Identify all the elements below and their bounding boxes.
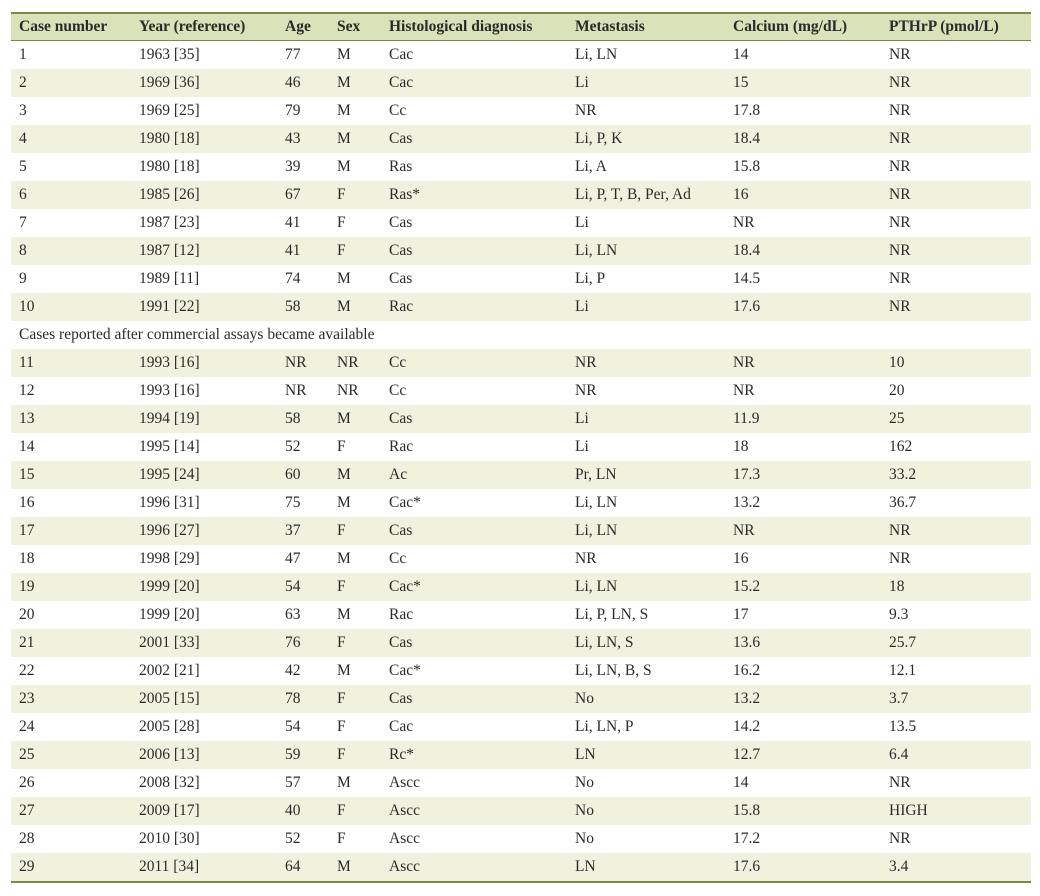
cell-pthrp: NR bbox=[889, 298, 911, 315]
cell-sex: F bbox=[337, 522, 346, 539]
cell-histological-diagnosis: Cac* bbox=[389, 494, 421, 511]
cell-histological-diagnosis: Cc bbox=[389, 354, 407, 371]
table-row bbox=[11, 237, 1031, 265]
cell-pthrp: 25.7 bbox=[889, 634, 917, 651]
cell-metastasis: Li, LN bbox=[575, 578, 618, 595]
cell-case-number: 5 bbox=[19, 158, 27, 175]
table-row bbox=[11, 209, 1031, 237]
cell-histological-diagnosis: Cas bbox=[389, 690, 413, 707]
cell-histological-diagnosis: Cac* bbox=[389, 662, 421, 679]
table-row bbox=[11, 797, 1031, 825]
cell-pthrp: 3.4 bbox=[889, 858, 909, 875]
table-row bbox=[11, 685, 1031, 713]
cell-age: 75 bbox=[285, 494, 301, 511]
cell-case-number: 12 bbox=[19, 382, 35, 399]
cell-sex: M bbox=[337, 606, 351, 623]
table-row bbox=[11, 433, 1031, 461]
cell-calcium: 18.4 bbox=[733, 242, 761, 259]
table-row bbox=[11, 153, 1031, 181]
cell-case-number: 10 bbox=[19, 298, 35, 315]
cell-metastasis: No bbox=[575, 690, 594, 707]
table-row bbox=[11, 657, 1031, 685]
table-row bbox=[11, 377, 1031, 405]
cell-calcium: 17 bbox=[733, 606, 749, 623]
cell-metastasis: Li, LN bbox=[575, 494, 618, 511]
cell-pthrp: NR bbox=[889, 158, 911, 175]
cell-pthrp: NR bbox=[889, 214, 911, 231]
table-row bbox=[11, 125, 1031, 153]
cell-metastasis: Li, P, LN, S bbox=[575, 606, 649, 623]
cell-histological-diagnosis: Cc bbox=[389, 102, 407, 119]
cell-histological-diagnosis: Cac bbox=[389, 74, 414, 91]
cell-year-reference: 1995 [24] bbox=[139, 466, 200, 483]
cell-age: 54 bbox=[285, 718, 301, 735]
cell-pthrp: NR bbox=[889, 774, 911, 791]
cell-case-number: 13 bbox=[19, 410, 35, 427]
cell-calcium: 17.2 bbox=[733, 830, 761, 847]
cell-sex: M bbox=[337, 662, 351, 679]
cell-case-number: 24 bbox=[19, 718, 35, 735]
table-body bbox=[11, 41, 1031, 883]
cell-case-number: 14 bbox=[19, 438, 35, 455]
cell-age: 78 bbox=[285, 690, 301, 707]
cell-case-number: 7 bbox=[19, 214, 27, 231]
cell-metastasis: NR bbox=[575, 354, 597, 371]
cell-metastasis: No bbox=[575, 774, 594, 791]
cell-age: 41 bbox=[285, 242, 301, 259]
cell-sex: F bbox=[337, 718, 346, 735]
cell-calcium: NR bbox=[733, 522, 755, 539]
cell-year-reference: 1969 [25] bbox=[139, 102, 200, 119]
table-row bbox=[11, 69, 1031, 97]
cell-calcium: 11.9 bbox=[733, 410, 760, 427]
cell-age: 41 bbox=[285, 214, 301, 231]
cell-calcium: 17.3 bbox=[733, 466, 761, 483]
cell-metastasis: Li bbox=[575, 214, 589, 231]
table-row bbox=[11, 97, 1031, 125]
cell-histological-diagnosis: Rc* bbox=[389, 746, 414, 763]
header-sex: Sex bbox=[337, 18, 361, 35]
cell-pthrp: NR bbox=[889, 550, 911, 567]
cell-pthrp: 12.1 bbox=[889, 662, 917, 679]
cell-calcium: 14 bbox=[733, 46, 749, 63]
cell-case-number: 22 bbox=[19, 662, 35, 679]
cell-pthrp: 18 bbox=[889, 578, 905, 595]
cell-sex: F bbox=[337, 690, 346, 707]
cell-histological-diagnosis: Rac bbox=[389, 606, 414, 623]
cell-histological-diagnosis: Ac bbox=[389, 466, 408, 483]
cell-histological-diagnosis: Ascc bbox=[389, 802, 420, 819]
cell-histological-diagnosis: Ras* bbox=[389, 186, 420, 203]
cell-metastasis: No bbox=[575, 830, 594, 847]
cell-sex: M bbox=[337, 270, 351, 287]
cell-sex: F bbox=[337, 634, 346, 651]
cell-year-reference: 1993 [16] bbox=[139, 354, 200, 371]
cell-case-number: 21 bbox=[19, 634, 35, 651]
cell-calcium: NR bbox=[733, 354, 755, 371]
cell-pthrp: 3.7 bbox=[889, 690, 909, 707]
cell-calcium: 18.4 bbox=[733, 130, 761, 147]
cell-case-number: 26 bbox=[19, 774, 35, 791]
cell-calcium: 15.2 bbox=[733, 578, 761, 595]
cell-case-number: 8 bbox=[19, 242, 27, 259]
cell-pthrp: NR bbox=[889, 130, 911, 147]
cell-case-number: 16 bbox=[19, 494, 35, 511]
cell-age: 77 bbox=[285, 46, 301, 63]
cell-calcium: 16.2 bbox=[733, 662, 761, 679]
cell-metastasis: Li, P, T, B, Per, Ad bbox=[575, 186, 691, 203]
cell-case-number: 1 bbox=[19, 46, 27, 63]
table-row bbox=[11, 601, 1031, 629]
cell-histological-diagnosis: Cac bbox=[389, 46, 414, 63]
cell-sex: M bbox=[337, 74, 351, 91]
cell-case-number: 9 bbox=[19, 270, 27, 287]
cell-case-number: 20 bbox=[19, 606, 35, 623]
cell-year-reference: 2002 [21] bbox=[139, 662, 200, 679]
cell-sex: F bbox=[337, 186, 346, 203]
table-row bbox=[11, 461, 1031, 489]
cell-pthrp: NR bbox=[889, 102, 911, 119]
cell-case-number: 28 bbox=[19, 830, 35, 847]
table-row bbox=[11, 293, 1031, 321]
cell-sex: M bbox=[337, 298, 351, 315]
cell-sex: F bbox=[337, 214, 346, 231]
cell-age: 57 bbox=[285, 774, 301, 791]
cell-metastasis: Li bbox=[575, 298, 589, 315]
table-row bbox=[11, 41, 1031, 70]
section-label-row bbox=[11, 321, 1031, 349]
cell-case-number: 27 bbox=[19, 802, 35, 819]
cell-pthrp: 20 bbox=[889, 382, 905, 399]
table-row bbox=[11, 573, 1031, 601]
cell-pthrp: NR bbox=[889, 830, 911, 847]
cell-sex: F bbox=[337, 802, 346, 819]
cell-age: 54 bbox=[285, 578, 301, 595]
cell-calcium: 17.6 bbox=[733, 298, 761, 315]
cell-case-number: 11 bbox=[19, 354, 34, 371]
cell-calcium: 13.2 bbox=[733, 690, 761, 707]
cell-calcium: 14.5 bbox=[733, 270, 761, 287]
cell-histological-diagnosis: Cac* bbox=[389, 578, 421, 595]
cell-case-number: 4 bbox=[19, 130, 27, 147]
cell-year-reference: 1989 [11] bbox=[139, 270, 200, 287]
cell-year-reference: 1987 [12] bbox=[139, 242, 200, 259]
cell-case-number: 15 bbox=[19, 466, 35, 483]
cell-age: 63 bbox=[285, 606, 301, 623]
cell-pthrp: NR bbox=[889, 242, 911, 259]
cell-calcium: 14.2 bbox=[733, 718, 761, 735]
table-row bbox=[11, 265, 1031, 293]
cell-histological-diagnosis: Cac bbox=[389, 718, 414, 735]
cell-calcium: 13.2 bbox=[733, 494, 761, 511]
cell-calcium: 14 bbox=[733, 774, 749, 791]
cell-pthrp: NR bbox=[889, 74, 911, 91]
cell-pthrp: 33.2 bbox=[889, 466, 917, 483]
cell-histological-diagnosis: Cas bbox=[389, 242, 413, 259]
cell-pthrp: 36.7 bbox=[889, 494, 917, 511]
cell-age: 46 bbox=[285, 74, 301, 91]
cell-case-number: 3 bbox=[19, 102, 27, 119]
cell-calcium: 15.8 bbox=[733, 802, 761, 819]
table-row bbox=[11, 713, 1031, 741]
cell-metastasis: Li, A bbox=[575, 158, 607, 175]
cell-calcium: 18 bbox=[733, 438, 749, 455]
table-header-row bbox=[11, 13, 1031, 41]
cell-age: 52 bbox=[285, 830, 301, 847]
cases-table bbox=[11, 12, 1031, 883]
cell-year-reference: 2011 [34] bbox=[139, 858, 200, 875]
cell-histological-diagnosis: Cc bbox=[389, 382, 407, 399]
cell-pthrp: 13.5 bbox=[889, 718, 917, 735]
cell-sex: M bbox=[337, 774, 351, 791]
cell-age: 59 bbox=[285, 746, 301, 763]
cell-year-reference: 2010 [30] bbox=[139, 830, 200, 847]
cell-age: 43 bbox=[285, 130, 301, 147]
cell-sex: F bbox=[337, 578, 346, 595]
cell-sex: M bbox=[337, 494, 351, 511]
cell-metastasis: Li, LN, P bbox=[575, 718, 634, 735]
header-metastasis: Metastasis bbox=[575, 18, 645, 35]
cell-calcium: 16 bbox=[733, 186, 749, 203]
cell-case-number: 23 bbox=[19, 690, 35, 707]
table-row bbox=[11, 629, 1031, 657]
cell-year-reference: 1980 [18] bbox=[139, 130, 200, 147]
cell-age: 42 bbox=[285, 662, 301, 679]
cell-year-reference: 1993 [16] bbox=[139, 382, 200, 399]
cell-case-number: 19 bbox=[19, 578, 35, 595]
cell-metastasis: Li, LN bbox=[575, 522, 618, 539]
cell-age: NR bbox=[285, 354, 307, 371]
cell-year-reference: 1999 [20] bbox=[139, 606, 200, 623]
cell-year-reference: 1985 [26] bbox=[139, 186, 200, 203]
cell-year-reference: 1991 [22] bbox=[139, 298, 200, 315]
cell-case-number: 6 bbox=[19, 186, 27, 203]
cell-age: 67 bbox=[285, 186, 301, 203]
table-row bbox=[11, 825, 1031, 853]
header-pthrp: PTHrP (pmol/L) bbox=[889, 18, 999, 35]
cell-year-reference: 1980 [18] bbox=[139, 158, 200, 175]
table-row bbox=[11, 545, 1031, 573]
cell-year-reference: 2006 [13] bbox=[139, 746, 200, 763]
cell-pthrp: 162 bbox=[889, 438, 913, 455]
table-row bbox=[11, 489, 1031, 517]
cell-year-reference: 2005 [28] bbox=[139, 718, 200, 735]
table-row bbox=[11, 741, 1031, 769]
cell-sex: F bbox=[337, 438, 346, 455]
cell-case-number: 18 bbox=[19, 550, 35, 567]
cell-histological-diagnosis: Cas bbox=[389, 130, 413, 147]
cell-year-reference: 1987 [23] bbox=[139, 214, 200, 231]
cell-calcium: 15 bbox=[733, 74, 749, 91]
cell-histological-diagnosis: Ras bbox=[389, 158, 413, 175]
cell-age: 60 bbox=[285, 466, 301, 483]
cell-sex: M bbox=[337, 410, 351, 427]
cell-year-reference: 2009 [17] bbox=[139, 802, 200, 819]
cell-sex: M bbox=[337, 130, 351, 147]
cell-metastasis: Li, LN bbox=[575, 46, 618, 63]
cell-calcium: 16 bbox=[733, 550, 749, 567]
cell-metastasis: Li, LN, B, S bbox=[575, 662, 652, 679]
cell-histological-diagnosis: Cas bbox=[389, 270, 413, 287]
cell-histological-diagnosis: Rac bbox=[389, 438, 414, 455]
cell-metastasis: Li bbox=[575, 74, 589, 91]
cell-pthrp: NR bbox=[889, 522, 911, 539]
cell-histological-diagnosis: Cas bbox=[389, 634, 413, 651]
header-calcium: Calcium (mg/dL) bbox=[733, 18, 848, 35]
cell-year-reference: 1998 [29] bbox=[139, 550, 200, 567]
header-age: Age bbox=[285, 18, 311, 35]
cell-case-number: 29 bbox=[19, 858, 35, 875]
cell-metastasis: LN bbox=[575, 746, 596, 763]
cell-histological-diagnosis: Cas bbox=[389, 522, 413, 539]
cell-year-reference: 2001 [33] bbox=[139, 634, 200, 651]
cell-age: 64 bbox=[285, 858, 301, 875]
section-label: Cases reported after commercial assays became available bbox=[11, 321, 1031, 349]
cell-case-number: 25 bbox=[19, 746, 35, 763]
table-row bbox=[11, 349, 1031, 377]
cell-histological-diagnosis: Cas bbox=[389, 214, 413, 231]
cell-metastasis: LN bbox=[575, 858, 596, 875]
cell-metastasis: NR bbox=[575, 382, 597, 399]
cell-pthrp: NR bbox=[889, 46, 911, 63]
cell-calcium: 17.6 bbox=[733, 858, 761, 875]
cell-histological-diagnosis: Cc bbox=[389, 550, 407, 567]
cell-metastasis: Li, P, K bbox=[575, 130, 623, 147]
cell-age: 58 bbox=[285, 410, 301, 427]
cell-age: 74 bbox=[285, 270, 301, 287]
header-case-number: Case number bbox=[19, 18, 108, 35]
cell-metastasis: Pr, LN bbox=[575, 466, 617, 483]
cell-age: NR bbox=[285, 382, 307, 399]
cell-age: 39 bbox=[285, 158, 301, 175]
cell-calcium: 15.8 bbox=[733, 158, 761, 175]
cell-year-reference: 1999 [20] bbox=[139, 578, 200, 595]
cell-sex: F bbox=[337, 242, 346, 259]
cell-sex: M bbox=[337, 46, 351, 63]
cell-pthrp: 25 bbox=[889, 410, 905, 427]
cell-histological-diagnosis: Ascc bbox=[389, 774, 420, 791]
cell-sex: NR bbox=[337, 354, 359, 371]
cell-pthrp: 10 bbox=[889, 354, 905, 371]
cell-pthrp: NR bbox=[889, 186, 911, 203]
cell-histological-diagnosis: Cas bbox=[389, 410, 413, 427]
cell-pthrp: 9.3 bbox=[889, 606, 909, 623]
cell-metastasis: NR bbox=[575, 550, 597, 567]
cell-sex: M bbox=[337, 550, 351, 567]
cell-sex: M bbox=[337, 858, 351, 875]
cell-year-reference: 1963 [35] bbox=[139, 46, 200, 63]
cell-calcium: 12.7 bbox=[733, 746, 761, 763]
cell-calcium: 17.8 bbox=[733, 102, 761, 119]
cell-sex: F bbox=[337, 746, 346, 763]
cell-age: 58 bbox=[285, 298, 301, 315]
cell-age: 76 bbox=[285, 634, 301, 651]
table-row bbox=[11, 853, 1031, 882]
cell-age: 40 bbox=[285, 802, 301, 819]
cell-metastasis: Li bbox=[575, 438, 589, 455]
cell-sex: M bbox=[337, 158, 351, 175]
table-row bbox=[11, 769, 1031, 797]
cell-year-reference: 2005 [15] bbox=[139, 690, 200, 707]
cell-metastasis: NR bbox=[575, 102, 597, 119]
cell-year-reference: 1994 [19] bbox=[139, 410, 200, 427]
cell-year-reference: 1996 [27] bbox=[139, 522, 200, 539]
table-row bbox=[11, 517, 1031, 545]
cell-metastasis: Li, LN, S bbox=[575, 634, 634, 651]
table-row bbox=[11, 405, 1031, 433]
cell-calcium: NR bbox=[733, 382, 755, 399]
cell-sex: M bbox=[337, 466, 351, 483]
cell-metastasis: Li, P bbox=[575, 270, 606, 287]
cell-calcium: NR bbox=[733, 214, 755, 231]
cell-year-reference: 1969 [36] bbox=[139, 74, 200, 91]
cases-table-container bbox=[11, 12, 1031, 883]
cell-metastasis: No bbox=[575, 802, 594, 819]
cell-sex: F bbox=[337, 830, 346, 847]
cell-age: 52 bbox=[285, 438, 301, 455]
cell-year-reference: 1995 [14] bbox=[139, 438, 200, 455]
cell-year-reference: 1996 [31] bbox=[139, 494, 200, 511]
header-histological-diagnosis: Histological diagnosis bbox=[389, 18, 533, 35]
table-row bbox=[11, 181, 1031, 209]
cell-age: 37 bbox=[285, 522, 301, 539]
cell-age: 47 bbox=[285, 550, 301, 567]
cell-pthrp: 6.4 bbox=[889, 746, 909, 763]
cell-sex: M bbox=[337, 102, 351, 119]
cell-case-number: 2 bbox=[19, 74, 27, 91]
cell-histological-diagnosis: Ascc bbox=[389, 858, 420, 875]
cell-pthrp: HIGH bbox=[889, 802, 928, 819]
cell-case-number: 17 bbox=[19, 522, 35, 539]
cell-age: 79 bbox=[285, 102, 301, 119]
cell-metastasis: Li bbox=[575, 410, 589, 427]
cell-pthrp: NR bbox=[889, 270, 911, 287]
cell-metastasis: Li, LN bbox=[575, 242, 618, 259]
cell-sex: NR bbox=[337, 382, 359, 399]
header-year-reference: Year (reference) bbox=[139, 18, 246, 35]
cell-year-reference: 2008 [32] bbox=[139, 774, 200, 791]
cell-histological-diagnosis: Ascc bbox=[389, 830, 420, 847]
cell-histological-diagnosis: Rac bbox=[389, 298, 414, 315]
cell-calcium: 13.6 bbox=[733, 634, 761, 651]
